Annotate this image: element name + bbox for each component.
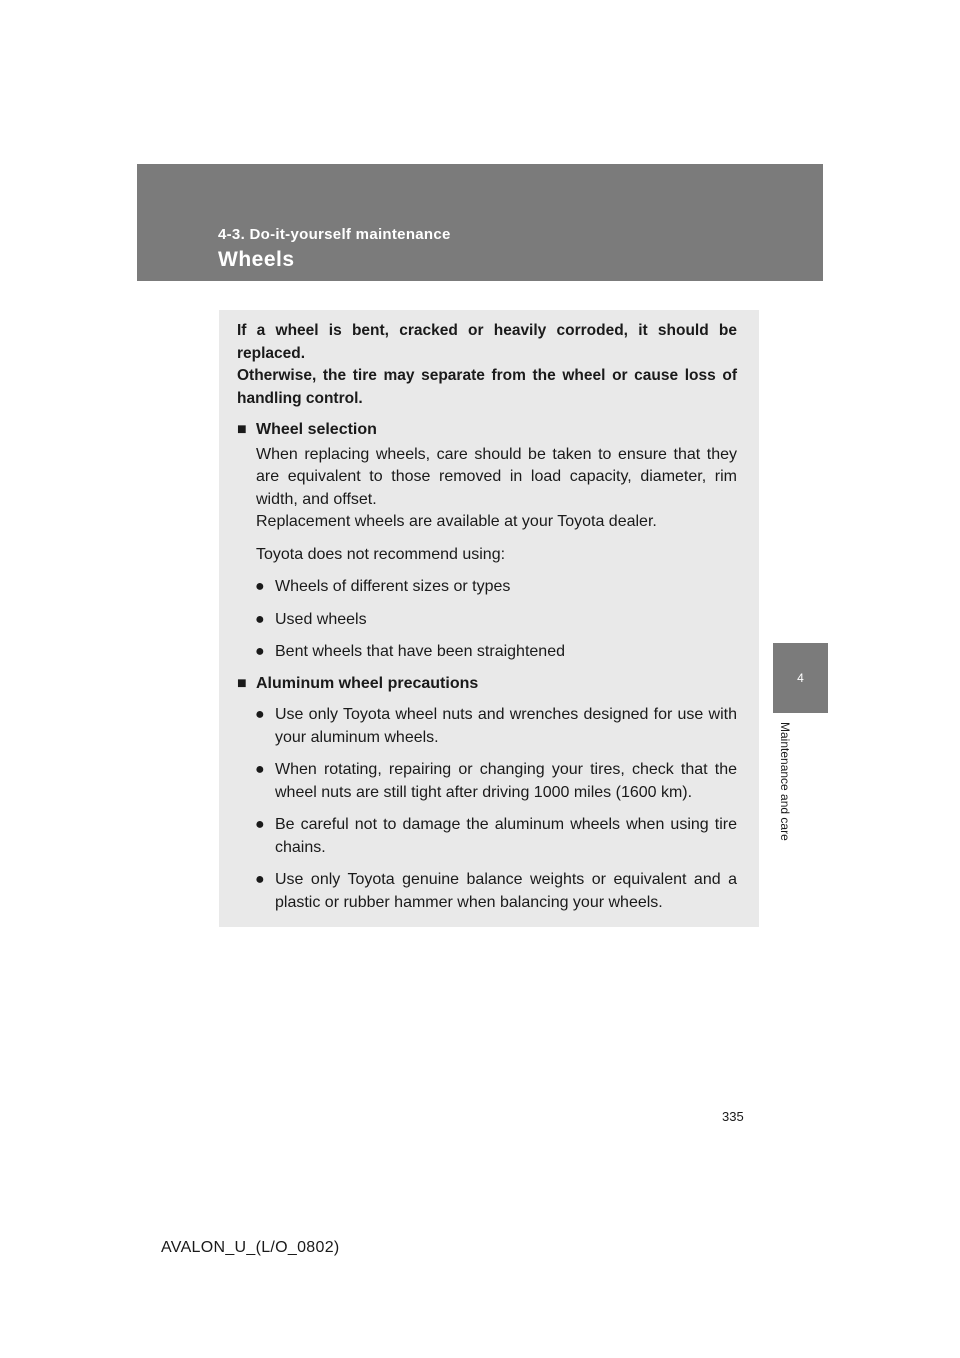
- list-item-text: Be careful not to damage the aluminum wheels when using tire chains.: [275, 816, 737, 856]
- section-heading-text: Aluminum wheel precautions: [256, 674, 479, 692]
- list-item: [237, 641, 737, 664]
- paragraph: Replacement wheels are available at your Toyota dealer.: [256, 513, 657, 530]
- page-number: 335: [722, 1109, 744, 1124]
- list-item: [237, 609, 737, 632]
- intro-line-2: Otherwise, the tire may separate from the wheel or cause loss of handling control.: [237, 367, 737, 407]
- page-title: Wheels: [218, 248, 295, 271]
- chapter-tab-number: 4: [773, 643, 828, 713]
- bullet-icon: ●: [255, 761, 265, 778]
- square-bullet-icon: ■: [237, 674, 247, 692]
- list-item-text: When rotating, repairing or changing your tires, check that the wheel nuts are still tight after driving 1000 miles (1600 km).: [275, 761, 737, 801]
- section-heading-wheel-selection: [237, 419, 737, 442]
- chapter-tab-label: Maintenance and care: [778, 722, 792, 841]
- section-label: 4-3. Do-it-yourself maintenance: [218, 226, 451, 243]
- bullet-icon: ●: [255, 816, 265, 833]
- bullet-icon: ●: [255, 643, 265, 660]
- list-item-text: Use only Toyota genuine balance weights or equivalent and a plastic or rubber hammer when balancing your wheels.: [275, 871, 737, 911]
- list-item: [237, 759, 737, 804]
- bullet-icon: ●: [255, 610, 265, 628]
- square-bullet-icon: ■: [237, 421, 247, 438]
- paragraph: When replacing wheels, care should be taken to ensure that they are equivalent to those removed in load capacity, diameter, rim width, and offset.: [256, 445, 737, 508]
- footer-code: AVALON_U_(L/O_0802): [161, 1239, 340, 1256]
- list-item-text: Use only Toyota wheel nuts and wrenches designed for use with your aluminum wheels.: [275, 706, 737, 746]
- section-heading-aluminum-wheel-precautions: [237, 673, 737, 696]
- notice-box: [219, 310, 759, 927]
- list-item: [237, 814, 737, 859]
- section-heading-text: Wheel selection: [256, 421, 377, 438]
- list-item: [237, 869, 737, 914]
- list-item-text: Bent wheels that have been straightened: [275, 643, 565, 660]
- paragraph: Toyota does not recommend using:: [256, 545, 506, 563]
- notice-content: [237, 320, 737, 914]
- bullet-icon: ●: [255, 706, 265, 723]
- list-item: [237, 704, 737, 749]
- bullet-icon: ●: [255, 578, 265, 595]
- section-header: [137, 164, 823, 281]
- intro-line-1: If a wheel is bent, cracked or heavily corroded, it should be replaced.: [237, 322, 737, 362]
- list-item: [237, 576, 737, 599]
- intro-text: [237, 320, 737, 410]
- list-item-text: Used wheels: [275, 610, 367, 628]
- bullet-icon: ●: [255, 871, 265, 888]
- list-item-text: Wheels of different sizes or types: [275, 578, 511, 595]
